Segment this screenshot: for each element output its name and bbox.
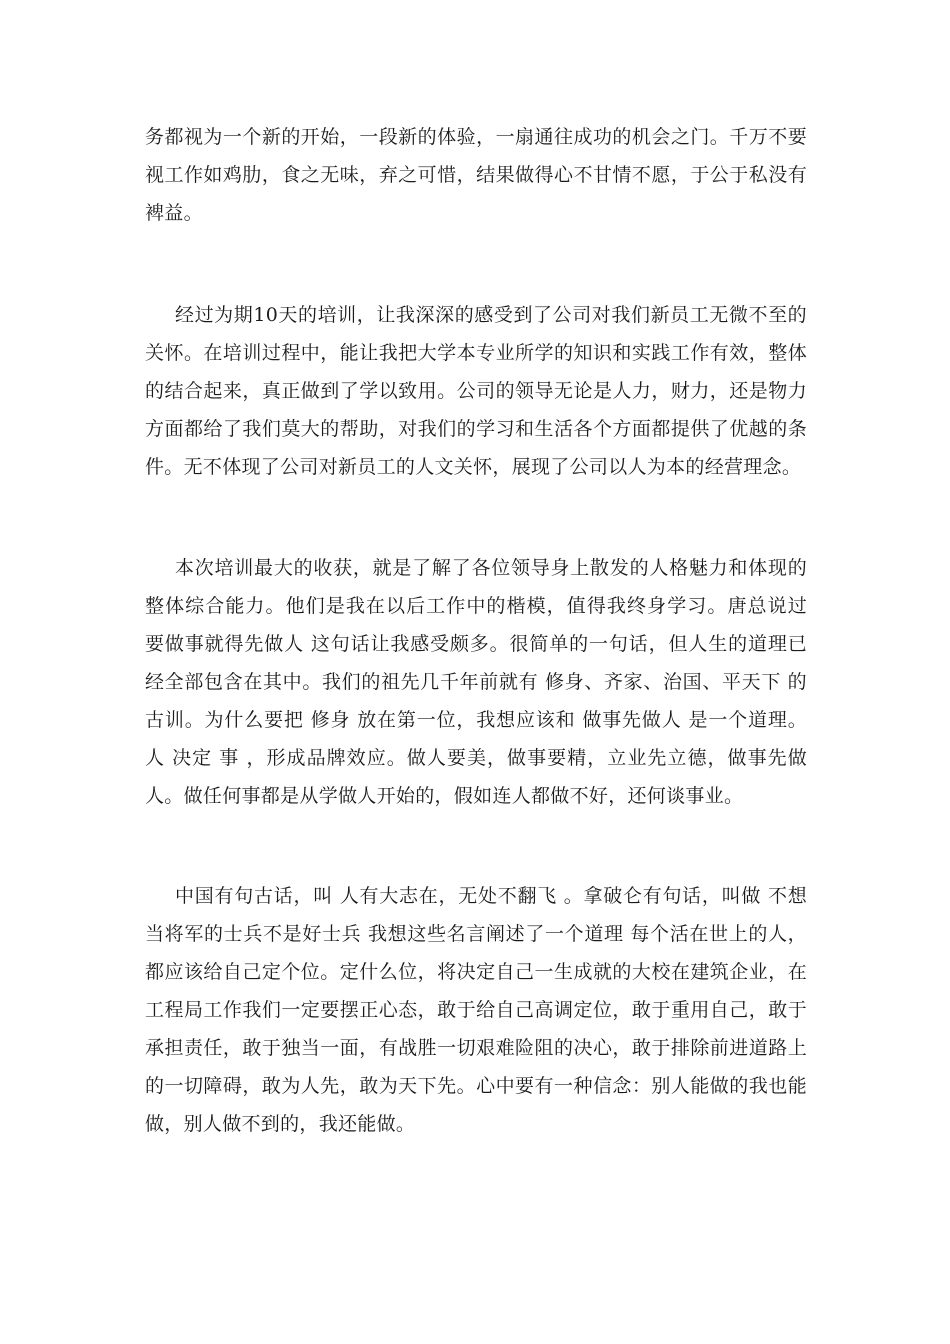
paragraph-continuation: 务都视为一个新的开始，一段新的体验，一扇通往成功的机会之门。千万不要视工作如鸡肋，食之无味，弃之可惜，结果做得心不甘情不愿，于公于私没有裨益。 (145, 126, 807, 224)
paragraph-training-care: 经过为期10天的培训，让我深深的感受到了公司对我们新员工无微不至的关怀。在培训过程中，能让我把大学本专业所学的知识和实践工作有效，整体的结合起来，真正做到了学以致用。公司的领导无论是人力，财力，还是物力方面都给了我们莫大的帮助，对我们的学习和生活各个方面都提供了优越的条件。无不体现了公司对新员工的人文关怀，展现了公司以人为本的经营理念。 (145, 304, 807, 478)
paragraph-training-gains: 本次培训最大的收获，就是了解了各位领导身上散发的人格魅力和体现的整体综合能力。他们是我在以后工作中的楷模，值得我终身学习。唐总说过 要做事就得先做人 这句话让我感受颇多。很简单的一句话，但人生的道理已经全部包含在其中。我们的祖先几千年前就有 修身、齐家、治国、平天下 的古训。为什么要把 修身 放在第一位，我想应该和 做事先做人 是一个道理。 人 决定 事 ，形成品牌效应。做人要美，做事要精，立业先立德，做事先做人。做任何事都是从学做人开始的，假如连人都做不好，还何谈事业。 (145, 557, 807, 807)
paragraph-self-positioning: 中国有句古话，叫 人有大志在，无处不翻飞 。拿破仑有句话，叫做 不想当将军的士兵不是好士兵 我想这些名言阐述了一个道理 每个活在世上的人，都应该给自己定个位。定什么位，将决定自己一生成就的大校在建筑企业，在工程局工作我们一定要摆正心态，敢于给自己高调定位，敢于重用自己，敢于承担责任，敢于独当一面，有战胜一切艰难险阻的决心，敢于排除前进道路上的一切障碍，敢为人先，敢为天下先。心中要有一种信念：别人能做的我也能做，别人做不到的，我还能做。 (145, 885, 807, 1135)
